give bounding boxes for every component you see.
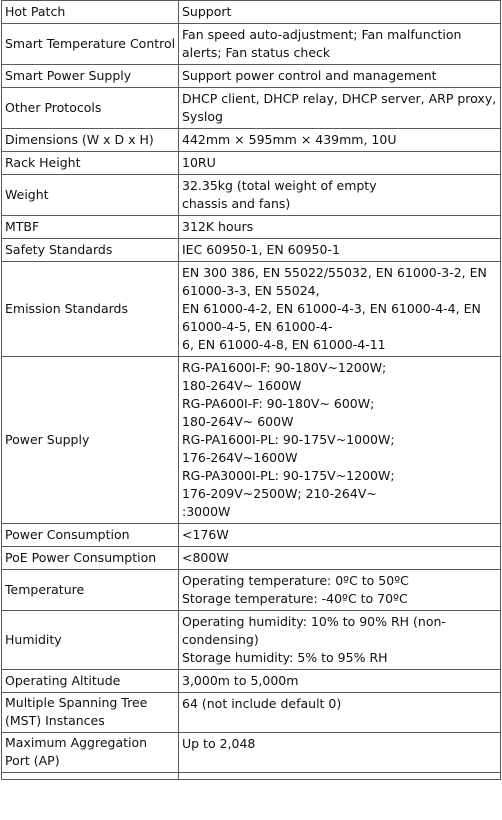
- spec-label: PoE Power Consumption: [2, 547, 179, 570]
- spec-value: 32.35kg (total weight of empty chassis and fans): [179, 175, 501, 216]
- spec-label: Operating Altitude: [2, 670, 179, 693]
- spec-label: Smart Temperature Control: [2, 24, 179, 65]
- table-row: [2, 733, 501, 773]
- spec-label: Safety Standards: [2, 239, 179, 262]
- spec-label: Temperature: [2, 570, 179, 611]
- spec-value: EN 300 386, EN 55022/55032, EN 61000-3-2, EN 61000-3-3, EN 55024, EN 61000-4-2, EN 61000-4-3, EN 61000-4-4, EN 61000-4-5, EN 61000-4- 6, EN 61000-4-8, EN 61000-4-11: [179, 262, 501, 357]
- spec-label: Weight: [2, 175, 179, 216]
- spec-label: Humidity: [2, 611, 179, 670]
- spec-value: Operating temperature: 0ºC to 50ºC Storage temperature: -40ºC to 70ºC: [179, 570, 501, 611]
- table-row: [2, 88, 501, 129]
- spec-label-empty: [2, 773, 179, 780]
- table-row: [2, 1, 501, 24]
- table-row-partial: [2, 773, 501, 780]
- spec-value: <800W: [179, 547, 501, 570]
- spec-label: Power Supply: [2, 357, 179, 524]
- spec-value: 442mm × 595mm × 439mm, 10U: [179, 129, 501, 152]
- spec-value: DHCP client, DHCP relay, DHCP server, ARP proxy, Syslog: [179, 88, 501, 129]
- table-row: [2, 524, 501, 547]
- spec-value: 312K hours: [179, 216, 501, 239]
- spec-table: [1, 0, 501, 780]
- spec-label: Hot Patch: [2, 1, 179, 24]
- spec-value: <176W: [179, 524, 501, 547]
- spec-label: Other Protocols: [2, 88, 179, 129]
- table-row: [2, 611, 501, 670]
- table-row: [2, 262, 501, 357]
- spec-label: Power Consumption: [2, 524, 179, 547]
- table-row: [2, 65, 501, 88]
- table-row: [2, 570, 501, 611]
- spec-label: Emission Standards: [2, 262, 179, 357]
- table-row: [2, 24, 501, 65]
- table-row: [2, 175, 501, 216]
- spec-label: Dimensions (W x D x H): [2, 129, 179, 152]
- table-row: [2, 693, 501, 733]
- table-row: [2, 129, 501, 152]
- spec-value: RG-PA1600I-F: 90-180V~1200W; 180-264V~ 1600W RG-PA600I-F: 90-180V~ 600W; 180-264V~ 600W RG-PA1600I-PL: 90-175V~1000W; 176-264V~1600W RG-PA3000I-PL: 90-175V~1200W; 176-209V~2500W; 210-264V~ :3000W: [179, 357, 501, 524]
- table-row: [2, 357, 501, 524]
- table-row: [2, 239, 501, 262]
- spec-value: 3,000m to 5,000m: [179, 670, 501, 693]
- spec-value: IEC 60950-1, EN 60950-1: [179, 239, 501, 262]
- spec-value: Support: [179, 1, 501, 24]
- spec-label: Smart Power Supply: [2, 65, 179, 88]
- table-row: [2, 547, 501, 570]
- spec-value: 10RU: [179, 152, 501, 175]
- spec-value: Operating humidity: 10% to 90% RH (non- condensing) Storage humidity: 5% to 95% RH: [179, 611, 501, 670]
- spec-value-empty: [179, 773, 501, 780]
- spec-label: Multiple Spanning Tree (MST) Instances: [2, 693, 179, 733]
- spec-label: Rack Height: [2, 152, 179, 175]
- spec-value: Fan speed auto-adjustment; Fan malfunction alerts; Fan status check: [179, 24, 501, 65]
- spec-value: 64 (not include default 0): [179, 693, 501, 733]
- spec-value: Support power control and management: [179, 65, 501, 88]
- spec-label: Maximum Aggregation Port (AP): [2, 733, 179, 773]
- spec-value: Up to 2,048: [179, 733, 501, 773]
- table-row: [2, 152, 501, 175]
- table-row: [2, 670, 501, 693]
- spec-label: MTBF: [2, 216, 179, 239]
- table-row: [2, 216, 501, 239]
